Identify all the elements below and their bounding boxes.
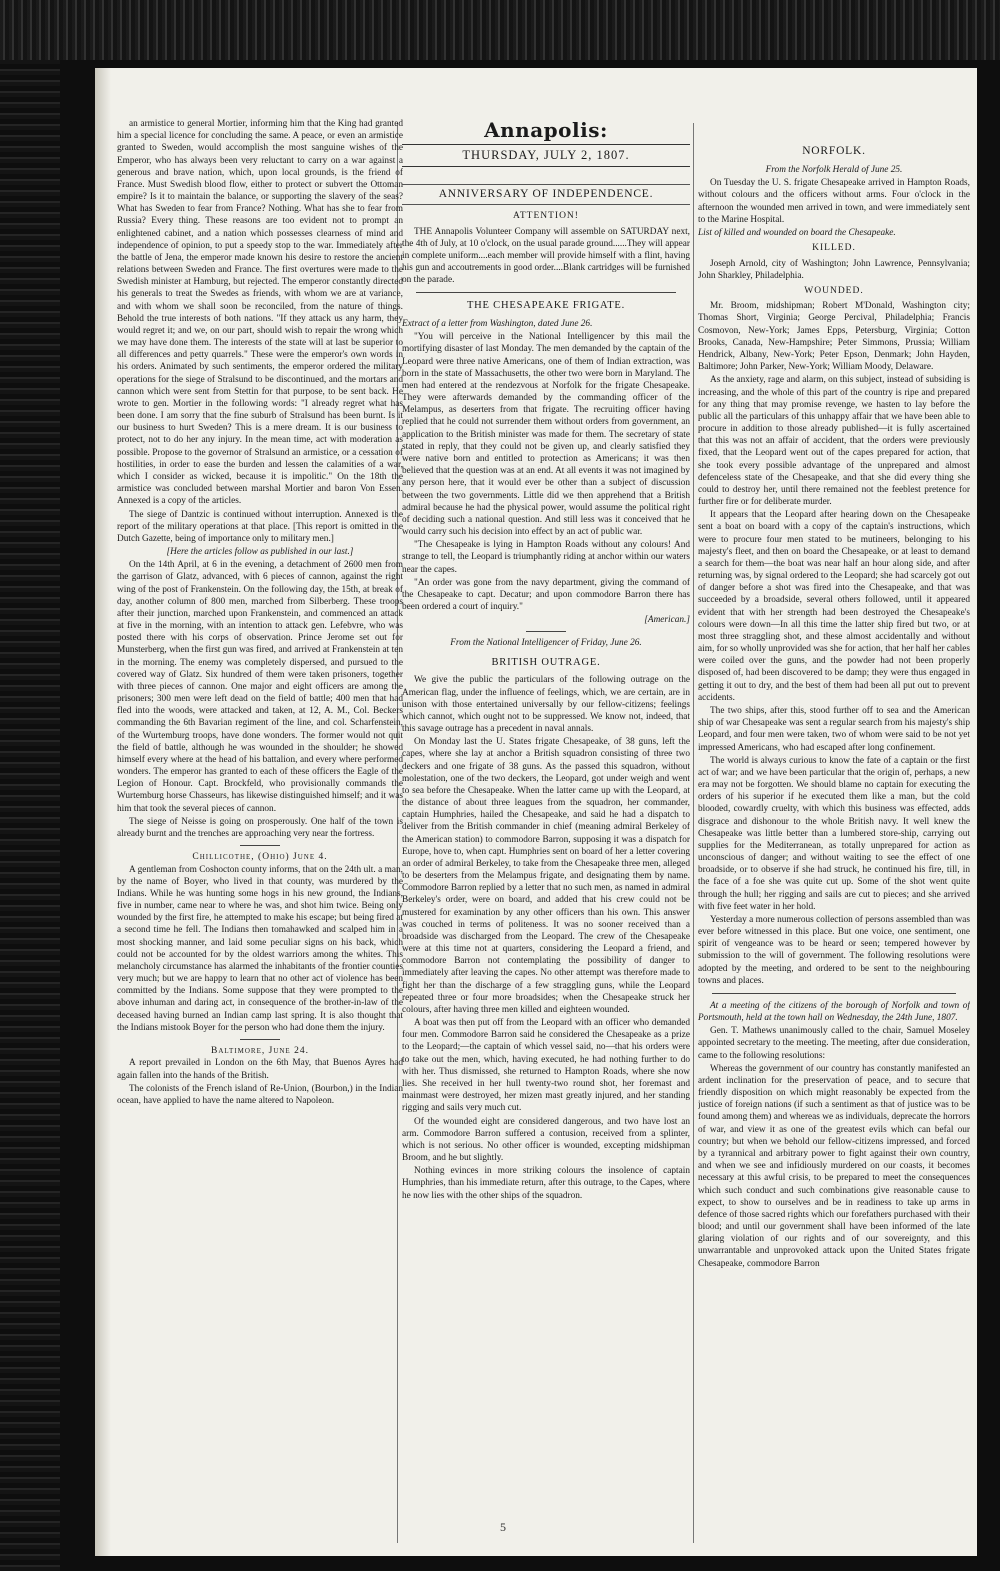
separator: [240, 845, 280, 846]
article-paragraph: As the anxiety, rage and alarm, on this subject, instead of subsiding is increasing, and the whole of this part of the country is ripe and prepared for any thing that may promise revenge, we hasten to lay before the public all the particulars of this unhappy affair that we have been able to procure in addition to those already published—it is fully ascertained that this was not an affair of accident, that the orders were previously fixed, that the Leopard went out of the capes prepared for action, that she took every possible advantage of the unprepared and almost defenceless state of the Chesapeake, and that she did every thing she could to destroy her, until there remained not the feeblest pretence for further fire or for deliberate murder.: [698, 375, 970, 508]
article-paragraph: Whereas the government of our country has constantly manifested an ardent inclination for the preservation of peace, and to secure that friendly disposition on which might reasonably be expected from the justice of foreign nations (if such a sentiment as that of justice was to be found among them) and whereas we as individuals, deprecate the horrors of war, and view it as one of the greatest evils which can befal our country; but when we behold our fellow-citizens impressed, and forced by a tyrannical and arbitrary power to fight against their own country, and when we see and infidiously murdered on our coasts, it becomes necessary at this awful crisis, to be prepared to meet the consequences which such conduct and such combinations give reasonable cause to expect, to show to ourselves and be in readiness to take up arms in defence of those sacred rights which our forefathers purchased with their blood; and until our government shall have been informed of the late glaring violation of our rights and of our sovereignty, and this unwarrantable and unprovoked attack upon the United States frigate Chesapeake, commodore Barron: [698, 1063, 970, 1269]
headline-british-outrage: BRITISH OUTRAGE.: [491, 656, 601, 668]
page-number: 5: [500, 1520, 506, 1534]
article-paragraph: A report prevailed in London on the 6th May, that Buenos Ayres had again fallen into the hands of the British.: [117, 1058, 403, 1081]
article-paragraph: We give the public the particulars of the following outrage on the American flag, under the influence of feelings, which, we are certain, are in unison with those entertained universally by our fellow-citizens; feelings which cannot, which ought not to be suppressed. We know not, indeed, that this savage outrage has a precedent in naval annals.: [402, 675, 690, 735]
article-paragraph: Gen. T. Mathews unanimously called to the chair, Samuel Moseley appointed secretary to the meeting. The meeting, after due consideration, came to the following resolutions:: [698, 1026, 970, 1061]
source-signature: [American.]: [644, 615, 690, 626]
meeting-notice: At a meeting of the citizens of the borough of Norfolk and town of Portsmouth, held at the town hall on Wednesday, the 24th June, 1807.: [698, 1000, 970, 1024]
article-paragraph: THE Annapolis Volunteer Company will assemble on SATURDAY next, the 4th of July, at 10 o'clock, on the usual parade ground......They will appear in complete uniform....each member will provide himself with a flint, having his gun and accoutrements in good order....Blank cartridges will be furnished on the parade.: [402, 226, 690, 286]
headline-norfolk: NORFOLK.: [802, 145, 866, 157]
article-paragraph: It appears that the Leopard after hearing down on the Chesapeake sent a boat on board with a copy of the captain's instructions, which were to procure four men stated to be mutineers, belonging to his majesty's fleet, and then on board the Chesapeake, or at least to demand a search for them—the boat was near half an hour along side, and after returning was, by signal ordered to the Leopard; she had scarcely got out of danger before a shot was fired into the Chesapeake, and that was succeeded by a broadside, several others followed, until it appeared evident that with her strength had been destroyed the Chesapeake's colours were down—In all this time the latter ship fired but two, or at most three straggling shot, and these almost accidentally and without aim, for so wholly unprovided was she for action, that her half her cables were coiled over the guns, and the powder had not been properly disposed of, had been discovered to be damp; they were thus engaged in getting it out to dry, and the best of them had been all put out to prevent accidents.: [698, 510, 970, 703]
column-left: [117, 118, 403, 1548]
subhead-attention: ATTENTION!: [513, 211, 579, 222]
article-paragraph: Of the wounded eight are considered dangerous, and two have lost an arm. Commodore Barron suffered a contusion, received from a splinter, which is not serious. No other officer is wounded, excepting midshipman Broom, and he but slightly.: [402, 1116, 690, 1164]
separator: [712, 993, 957, 994]
article-paragraph: A gentleman from Coshocton county informs, that on the 24th ult. a man, by the name of Boyer, who lived in that county, was murdered by the Indians. While he was hunting some hogs in his new ground, the Indians, five in number, came near to where he was, and shot him twice. Being only wounded by the first fire, he attempted to make his escape; but being fired at a second time he fell. The Indians then tomahawked and scalped him in a most shocking manner, and laid some peculiar signs on his back, which could not be accounted for by the oldest warriors among the whites. This melancholy circumstance has alarmed the inhabitants of the frontier counties very much; but we are happy to learn that no other act of violence has been committed by the Indians. Some suppose that they were prompted to the above inhuman and daring act, in consequence of the brother-in-law of the deceased having burned an Indian camp last spring. It is also thought that the Indians mistook Boyer for the person who had done them the injury.: [117, 864, 403, 1033]
subhead-wounded: WOUNDED.: [804, 285, 864, 296]
article-paragraph: Joseph Arnold, city of Washington; John Lawrence, Pennsylvania; John Sharkley, Philadelphia.: [698, 258, 970, 281]
article-paragraph: Nothing evinces in more striking colours the insolence of captain Humphries, than his immediate return, after this outrage, to the Capes, where he now lies with the other ships of the squadron.: [402, 1166, 690, 1201]
source-line: From the National Intelligencer of Friday, June 26.: [450, 638, 642, 649]
article-paragraph: On the 14th April, at 6 in the evening, a detachment of 2600 men from the garrison of Glatz, advanced, with 6 pieces of cannon, against the right wing of the post of Frankenstein. On the following day, the 15th, at break of day, another column of 800 men, marched from Silberberg. These troops after their junction, marched upon Frankenstein, and commenced an attack at five in the morning, with an intention to attack gen. Lefebvre, who was posted there with his corps of observation. Prince Jerome set out for Munsterberg, when the first gun was fired, and arrived at Frankenstein at ten in the morning. The enemy was completely dispersed, and pursued to the covered way of Glatz. Six hundred of them were taken prisoners, together with three pieces of cannon. One major and eight officers are among the prisoners; 300 men were left dead on the field of battle; 400 men that had fled into the woods, were attacked and taken, at 12, A. M., Col. Beckers commanding the 6th Bavarian regiment of the line, and col. Scharfenstein, of the Wurtemburg troops, have done wonders. The former would not quit the field of battle, although he was wounded in the shoulder; he showed himself every where at the head of his battalion, and every where performed wonders. The emperor has granted to each of these officers the Eagle of the Legion of Honour. Capt. Brockfeld, who provisionally commands the Wurtemburg horse Chasseurs, has likewise distinguished himself; and it was him that took the several pieces of cannon.: [117, 560, 403, 814]
dateline-chillicothe: Chillicothe, (Ohio) June 4.: [192, 852, 328, 863]
article-paragraph: an armistice to general Mortier, informing him that the King had granted him a special licence for concluding the same. A peace, or even an armistice granted to Sweden, would accomplish the most sanguine wishes of the Emperor, who has always been very reluctant to carry on a war against a generous and brave nation, which, upon local grounds, is the friend of France. Must Swedish blood flow, either to protect or subvert the Ottoman empire? Is it to maintain the balance, or supporting the slavery of the seas? What has Sweden to fear from France? Nothing. What has she to fear from Russia? Every thing. These reasons are too evident not to prompt an enlightened cabinet, and a nation which possesses clearness of mind and independence of opinion, to put a speedy stop to the war. Immediately after the battle of Jena, the emperor made known his desire to restore the ancient relations between Sweden and France. The first overtures were made to the Swedish minister at Hamburg, but rejected. The emperor constantly directed his generals to treat the Swedes as friends, with whom we are at variance, and with whom we shall soon be reconciled, from the nature of things. Behold the true interests of both nations. "If they attack us any harm, they would regret it; and we, on our part, should wish to repair the wrong which we may have done them. The interests of the state will at last be superior to all differences and petty quarrels." These were the emperor's own words in his orders. Animated by such sentiments, the emperor ordered the military operations for the siege of Stralsund to be discontinued, and the mortars and cannon which were sent from Stettin for that purpose, to be sent back. He wrote to gen. Mortier in the following words: "I already regret what has been done. I am sorry that the fine suburb of Stralsund has been burnt. Is it our business to hurt Sweden? This is a mere dream. It is our business to protect, not to do her any injury. In the mean time, act with moderation as possible. Propose to the governor of Stralsund an armistice, or a cessation of hostilities, in order to ease the burden and lessen the calamities of a war, which I consider as wicked, because it is impolitic." On the 18th the armistice was concluded between marshal Mortier and baron Von Essen. Annexed is a copy of the articles.: [117, 119, 403, 507]
article-paragraph: The colonists of the French island of Re-Union, (Bourbon,) in the Indian ocean, have applied to have the name altered to Napoleon.: [117, 1083, 403, 1106]
scan-border-left: [0, 60, 60, 1571]
article-paragraph: On Monday last the U. States frigate Chesapeake, of 38 guns, left the capes, where she lay at anchor a British squadron consisting of three two deckers and one frigate of 38 guns. As the passed this squadron, without molestation, one of the two deckers, the Leopard, got under weigh and went to sea before the Chesapeake. When the latter came up with the Leopard, at the distance of about three leagues from the squadron, her commander, captain Humphries, hailed the Chesapeake, and said he had a dispatch to deliver from the British commander in chief (meaning admiral Berkeley of the American station) to commodore Barron, supposing it was a dispatch for Europe, hove to, when capt. Humphries sent on board of her a letter covering an order of admiral Berkeley, to take from the Chesapeake three men, alleged to be deserters from the Melampus frigate, and designating them by name. Commodore Barron replied by a letter that no such men, as named in admiral Berkeley's order, were on board, and added that his crew could not be mustered for examination by any other officers than his own. This answer was couched in terms of politeness. It was no sooner received than a broadside was discharged from the Leopard. The crew of the Chesapeake were at this time not at quarters, considering the Leopard a friend, and commodore Barron not contemplating the possibility of danger to immediately after leaving the capes. No other attempt was therefore made to fight her than the discharge of a few straggling guns, while the Leopard repeated three or four more broadsides; when the Chesapeake struck her colours, after having three men killed and eighteen wounded.: [402, 737, 690, 1015]
headline-independence: ANNIVERSARY OF INDEPENDENCE.: [402, 184, 690, 205]
column-middle: [402, 178, 690, 1548]
article-paragraph: Mr. Broom, midshipman; Robert M'Donald, Washington city; Thomas Short, Virginia; George Percival, Philadelphia; Francis Cosmovon, New-York; James Epps, Petersburg, Virginia; Cotton Brooks, Canada, New-Hampshire; Peter Simmons, Prussia; William Hendrick, Albany, New-York; Peter Epson, Denmark; John Hayden, Baltimore; John Parker, New-York; William Moody, Delaware.: [698, 301, 970, 373]
column-right: [698, 138, 970, 1548]
article-paragraph: On Tuesday the U. S. frigate Chesapeake arrived in Hampton Roads, without colours and the officers without arms. Four o'clock in the afternoon the wounded men arrived in town, and were immediately sent to the Marine Hospital.: [698, 178, 970, 225]
source-line: From the Norfolk Herald of June 25.: [765, 165, 903, 176]
editor-note: [Here the articles follow as published in our last.]: [166, 547, 354, 558]
article-paragraph: The world is always curious to know the fate of a captain or the first act of war; and we have been particular that the origin of, perhaps, a new era may not be forgotten. We should blame no captain for executing the orders of his superior if he executed them like a man, but the cold blooded, cowardly cruelty, with which this business was effected, adds disgrace and dishonour to the whole British navy. It well knew the Chesapeake was little better than a lumbered store-ship, carrying out supplies for the Mediterranean, as totally unprepared for action as unconscious of danger; and without waiting to see the effect of one broadside, or to observe if she had struck, he continued his fire, till, in the face of a foe she was quite cut up. Some of the shot went quite through the hull; her rigging and sails are cut to pieces; and she arrived with five feet water in her hold.: [698, 755, 970, 912]
column-rule: [693, 123, 694, 1543]
article-paragraph: "The Chesapeake is lying in Hampton Roads without any colours! And strange to tell, the Leopard is triumphantly riding at anchor within our waters near the capes.: [402, 540, 690, 575]
article-paragraph: "You will perceive in the National Intelligencer by this mail the mortifying disaster of last Monday. The men demanded by the captain of the Leopard were three native Americans, one of them of Indian extraction, was born in the state of Massachusetts, the other two were born in Maryland. The men had entered at the rendezvous at Norfolk for the frigate Chesapeake. They were afterwards demanded by the commanding officer of the Melampus, as deserters from that frigate. The recruiting officer having replied that he could not surrender them without orders from government, an application to the British minister was made for them. The secretary of state stated in reply, that they could not be given up, and clearly satisfied they were native born and entitled to protection as Americans; it was then believed that the question was at an end. At all events it was not imagined by any person here, that it would ever be other than a subject of discussion between the two governments. Little did we then apprehend that a British admiral because he had the physical power, would assume the political right of deciding such a national question. And still less was it conceived that he would carry such his decision into effect by an act of public war.: [402, 332, 690, 538]
separator: [416, 292, 675, 293]
article-paragraph: Yesterday a more numerous collection of persons assembled than was ever before witnessed in this place. But one voice, one sentiment, one spirit of vengeance was to be heard or seen; tempered however by submission to the will of government. The following resolutions were adopted by the meeting, and ordered to be sent to the neighbouring towns and places.: [698, 914, 970, 986]
list-title: List of killed and wounded on board the Chesapeake.: [698, 227, 896, 238]
headline-chesapeake: THE CHESAPEAKE FRIGATE.: [466, 300, 626, 312]
subhead-killed: KILLED.: [812, 243, 856, 254]
masthead-title: Annapolis:: [484, 118, 608, 142]
extract-line: Extract of a letter from Washington, dated June 26.: [402, 319, 593, 330]
issue-date: THURSDAY, JULY 2, 1807.: [402, 144, 690, 167]
newspaper-page: [95, 68, 977, 1556]
dateline-baltimore: Baltimore, June 24.: [211, 1045, 309, 1056]
scan-border-top: [0, 0, 1000, 60]
article-paragraph: The two ships, after this, stood further off to sea and the American ship of war Chesapeake was sent a regular search from his majesty's ship Leopard, and four men were taken, two of whom were said to be not yet impressed Americans, who had escaped after long confinement.: [698, 705, 970, 753]
article-paragraph: "An order was gone from the navy department, giving the command of the Chesapeake to capt. Decatur; and upon commodore Barron there has been ordered a court of inquiry.": [402, 577, 690, 613]
article-paragraph: The siege of Neisse is going on prosperously. One half of the town is already burnt and the trenches are approaching very near the fortress.: [117, 816, 403, 839]
article-paragraph: A boat was then put off from the Leopard with an officer who demanded four men. Commodore Barron said he considered the Chesapeake as a prize to the Leopard;—the captain of which vessel said, no—that his orders were to take out the men, which, having executed, he had nothing further to do with her. Thus dismissed, she returned to Hampton Roads, where she now lies. She received in her hull twenty-two round shot, her foremast and mainmast were destroyed, her mizen mast greatly injured, and her standing rigging and sails very much cut.: [402, 1018, 690, 1114]
separator: [526, 631, 566, 632]
separator: [240, 1039, 280, 1040]
masthead-block: [402, 116, 690, 177]
article-paragraph: The siege of Dantzic is continued without interruption. Annexed is the report of the military operations at that place. [This report is omitted in the Dutch Gazette, being of importance only to military men.]: [117, 509, 403, 544]
